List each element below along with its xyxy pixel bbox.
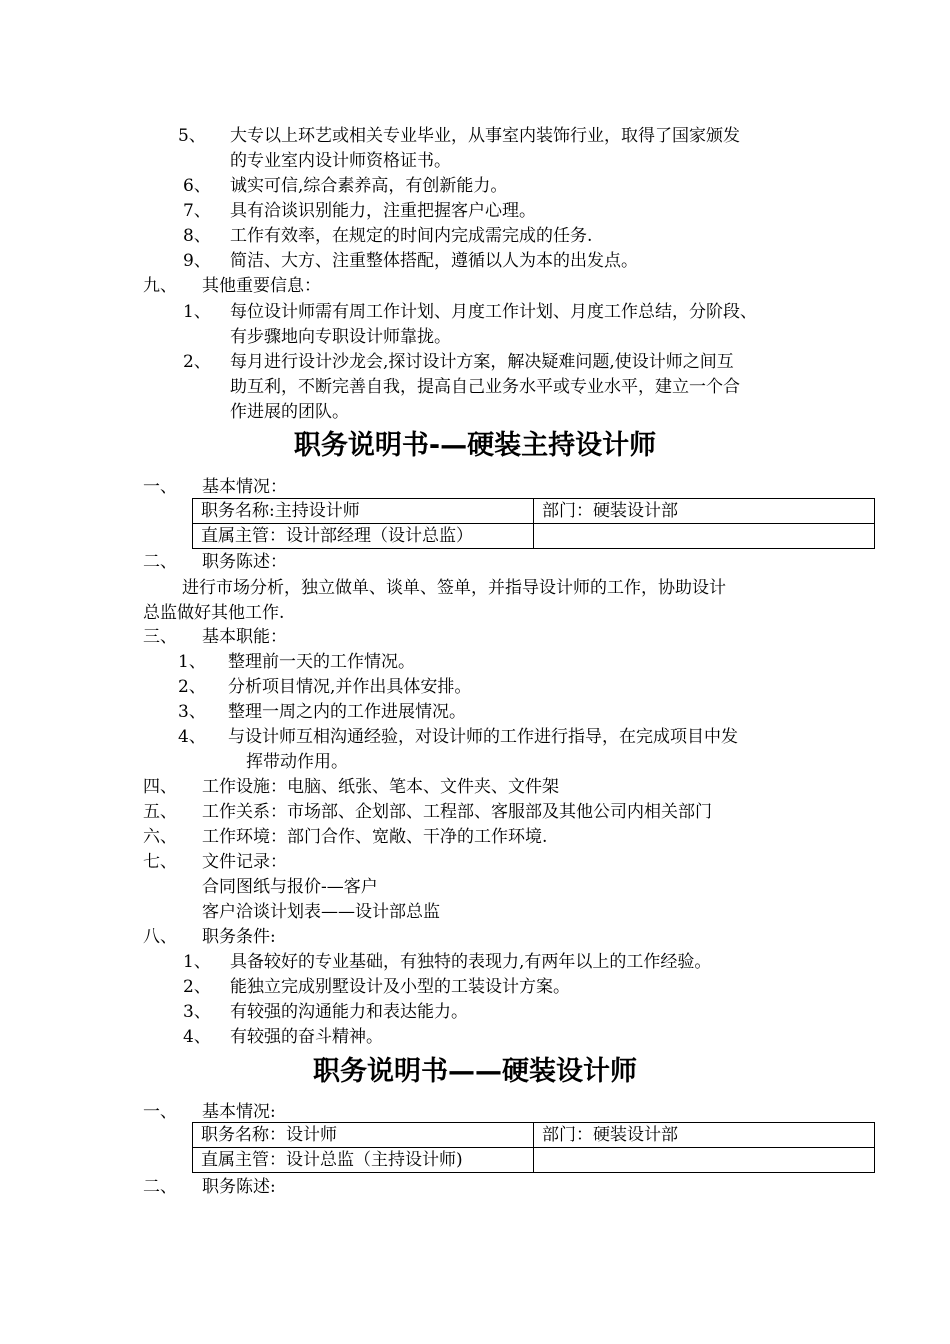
list-number: 1、 [183, 952, 211, 972]
section-number: 五、 [143, 802, 177, 822]
section-text: 工作设施：电脑、纸张、笔本、文件夹、文件架 [202, 777, 559, 797]
list-number: 3、 [178, 702, 206, 722]
table-cell: 职务名称:主持设计师 [193, 499, 534, 524]
section-number: 九、 [143, 276, 177, 296]
section-heading: 其他重要信息： [202, 276, 321, 296]
table-row [193, 524, 875, 549]
list-item-text: 有较强的沟通能力和表达能力。 [230, 1002, 468, 1022]
section-heading: 基本职能： [202, 627, 287, 647]
list-number: 2、 [183, 977, 211, 997]
list-number: 1、 [178, 652, 206, 672]
list-item-text: 每月进行设计沙龙会,探讨设计方案，解决疑难问题,使设计师之间互 [230, 352, 734, 372]
section-number: 八、 [143, 927, 177, 947]
record-line: 客户洽谈计划表——设计部总监 [202, 902, 440, 922]
list-item-text: 能独立完成别墅设计及小型的工装设计方案。 [230, 977, 570, 997]
list-number: 9、 [183, 251, 211, 271]
list-item-text: 挥带动作用。 [246, 752, 348, 772]
list-item-text: 工作有效率，在规定的时间内完成需完成的任务. [230, 226, 593, 246]
section-heading: 基本情况: [202, 1102, 276, 1122]
table-cell: 直属主管：设计部经理（设计总监） [193, 524, 534, 549]
section-number: 二、 [143, 552, 177, 572]
list-item-text: 具有洽谈识别能力，注重把握客户心理。 [230, 201, 536, 221]
list-number: 5、 [178, 126, 206, 146]
list-item-text: 有较强的奋斗精神。 [230, 1027, 383, 1047]
list-item-text: 具备较好的专业基础，有独特的表现力,有两年以上的工作经验。 [230, 952, 712, 972]
table-cell [534, 1148, 875, 1173]
section-heading: 职务条件: [202, 927, 276, 947]
table-cell [534, 524, 875, 549]
list-item-text: 每位设计师需有周工作计划、月度工作计划、月度工作总结，分阶段、 [230, 302, 757, 322]
list-item-text: 有步骤地向专职设计师靠拢。 [230, 327, 451, 347]
list-number: 2、 [178, 677, 206, 697]
table-cell: 部门：硬装设计部 [534, 1123, 875, 1148]
list-number: 4、 [178, 727, 206, 747]
table-cell: 部门：硬装设计部 [534, 499, 875, 524]
list-item-text: 与设计师互相沟通经验，对设计师的工作进行指导，在完成项目中发 [228, 727, 738, 747]
list-item-text: 助互利，不断完善自我，提高自己业务水平或专业水平，建立一个合 [230, 377, 740, 397]
section-heading: 职务陈述: [202, 1177, 276, 1197]
table-cell: 职务名称：设计师 [193, 1123, 534, 1148]
paragraph-line: 总监做好其他工作. [143, 603, 285, 623]
table-row [193, 499, 875, 524]
list-item-text: 作进展的团队。 [230, 402, 349, 422]
section-text: 工作环境：部门合作、宽敞、干净的工作环境. [202, 827, 548, 847]
basic-info-table [192, 498, 875, 549]
list-number: 6、 [183, 176, 211, 196]
list-number: 2、 [183, 352, 211, 372]
section-heading: 文件记录： [202, 852, 287, 872]
section-number: 一、 [143, 1102, 177, 1122]
table-row [193, 1148, 875, 1173]
record-line: 合同图纸与报价-—客户 [202, 877, 378, 897]
table-cell: 直属主管：设计总监（主持设计师) [193, 1148, 534, 1173]
doc-title: 职务说明书-—硬装主持设计师 [293, 430, 657, 461]
section-number: 七、 [143, 852, 177, 872]
section-number: 四、 [143, 777, 177, 797]
list-item-text: 整理一周之内的工作进展情况。 [228, 702, 466, 722]
list-number: 3、 [183, 1002, 211, 1022]
doc-title: 职务说明书——硬装设计师 [313, 1056, 637, 1087]
basic-info-table [192, 1122, 875, 1173]
table-row [193, 1123, 875, 1148]
section-heading: 职务陈述： [202, 552, 287, 572]
list-item-text: 诚实可信,综合素养高，有创新能力。 [230, 176, 508, 196]
paragraph-line: 进行市场分析，独立做单、谈单、签单，并指导设计师的工作，协助设计 [182, 578, 726, 598]
section-number: 六、 [143, 827, 177, 847]
list-item-text: 分析项目情况,并作出具体安排。 [228, 677, 472, 697]
section-number: 三、 [143, 627, 177, 647]
section-number: 一、 [143, 477, 177, 497]
section-heading: 基本情况： [202, 477, 287, 497]
list-number: 7、 [183, 201, 211, 221]
list-item-text: 简洁、大方、注重整体搭配，遵循以人为本的出发点。 [230, 251, 638, 271]
list-item-text: 的专业室内设计师资格证书。 [230, 151, 451, 171]
list-item-text: 大专以上环艺或相关专业毕业，从事室内装饰行业，取得了国家颁发 [230, 126, 740, 146]
list-number: 8、 [183, 226, 211, 246]
list-number: 4、 [183, 1027, 211, 1047]
section-text: 工作关系：市场部、企划部、工程部、客服部及其他公司内相关部门 [202, 802, 712, 822]
list-item-text: 整理前一天的工作情况。 [228, 652, 415, 672]
section-number: 二、 [143, 1177, 177, 1197]
list-number: 1、 [183, 302, 211, 322]
